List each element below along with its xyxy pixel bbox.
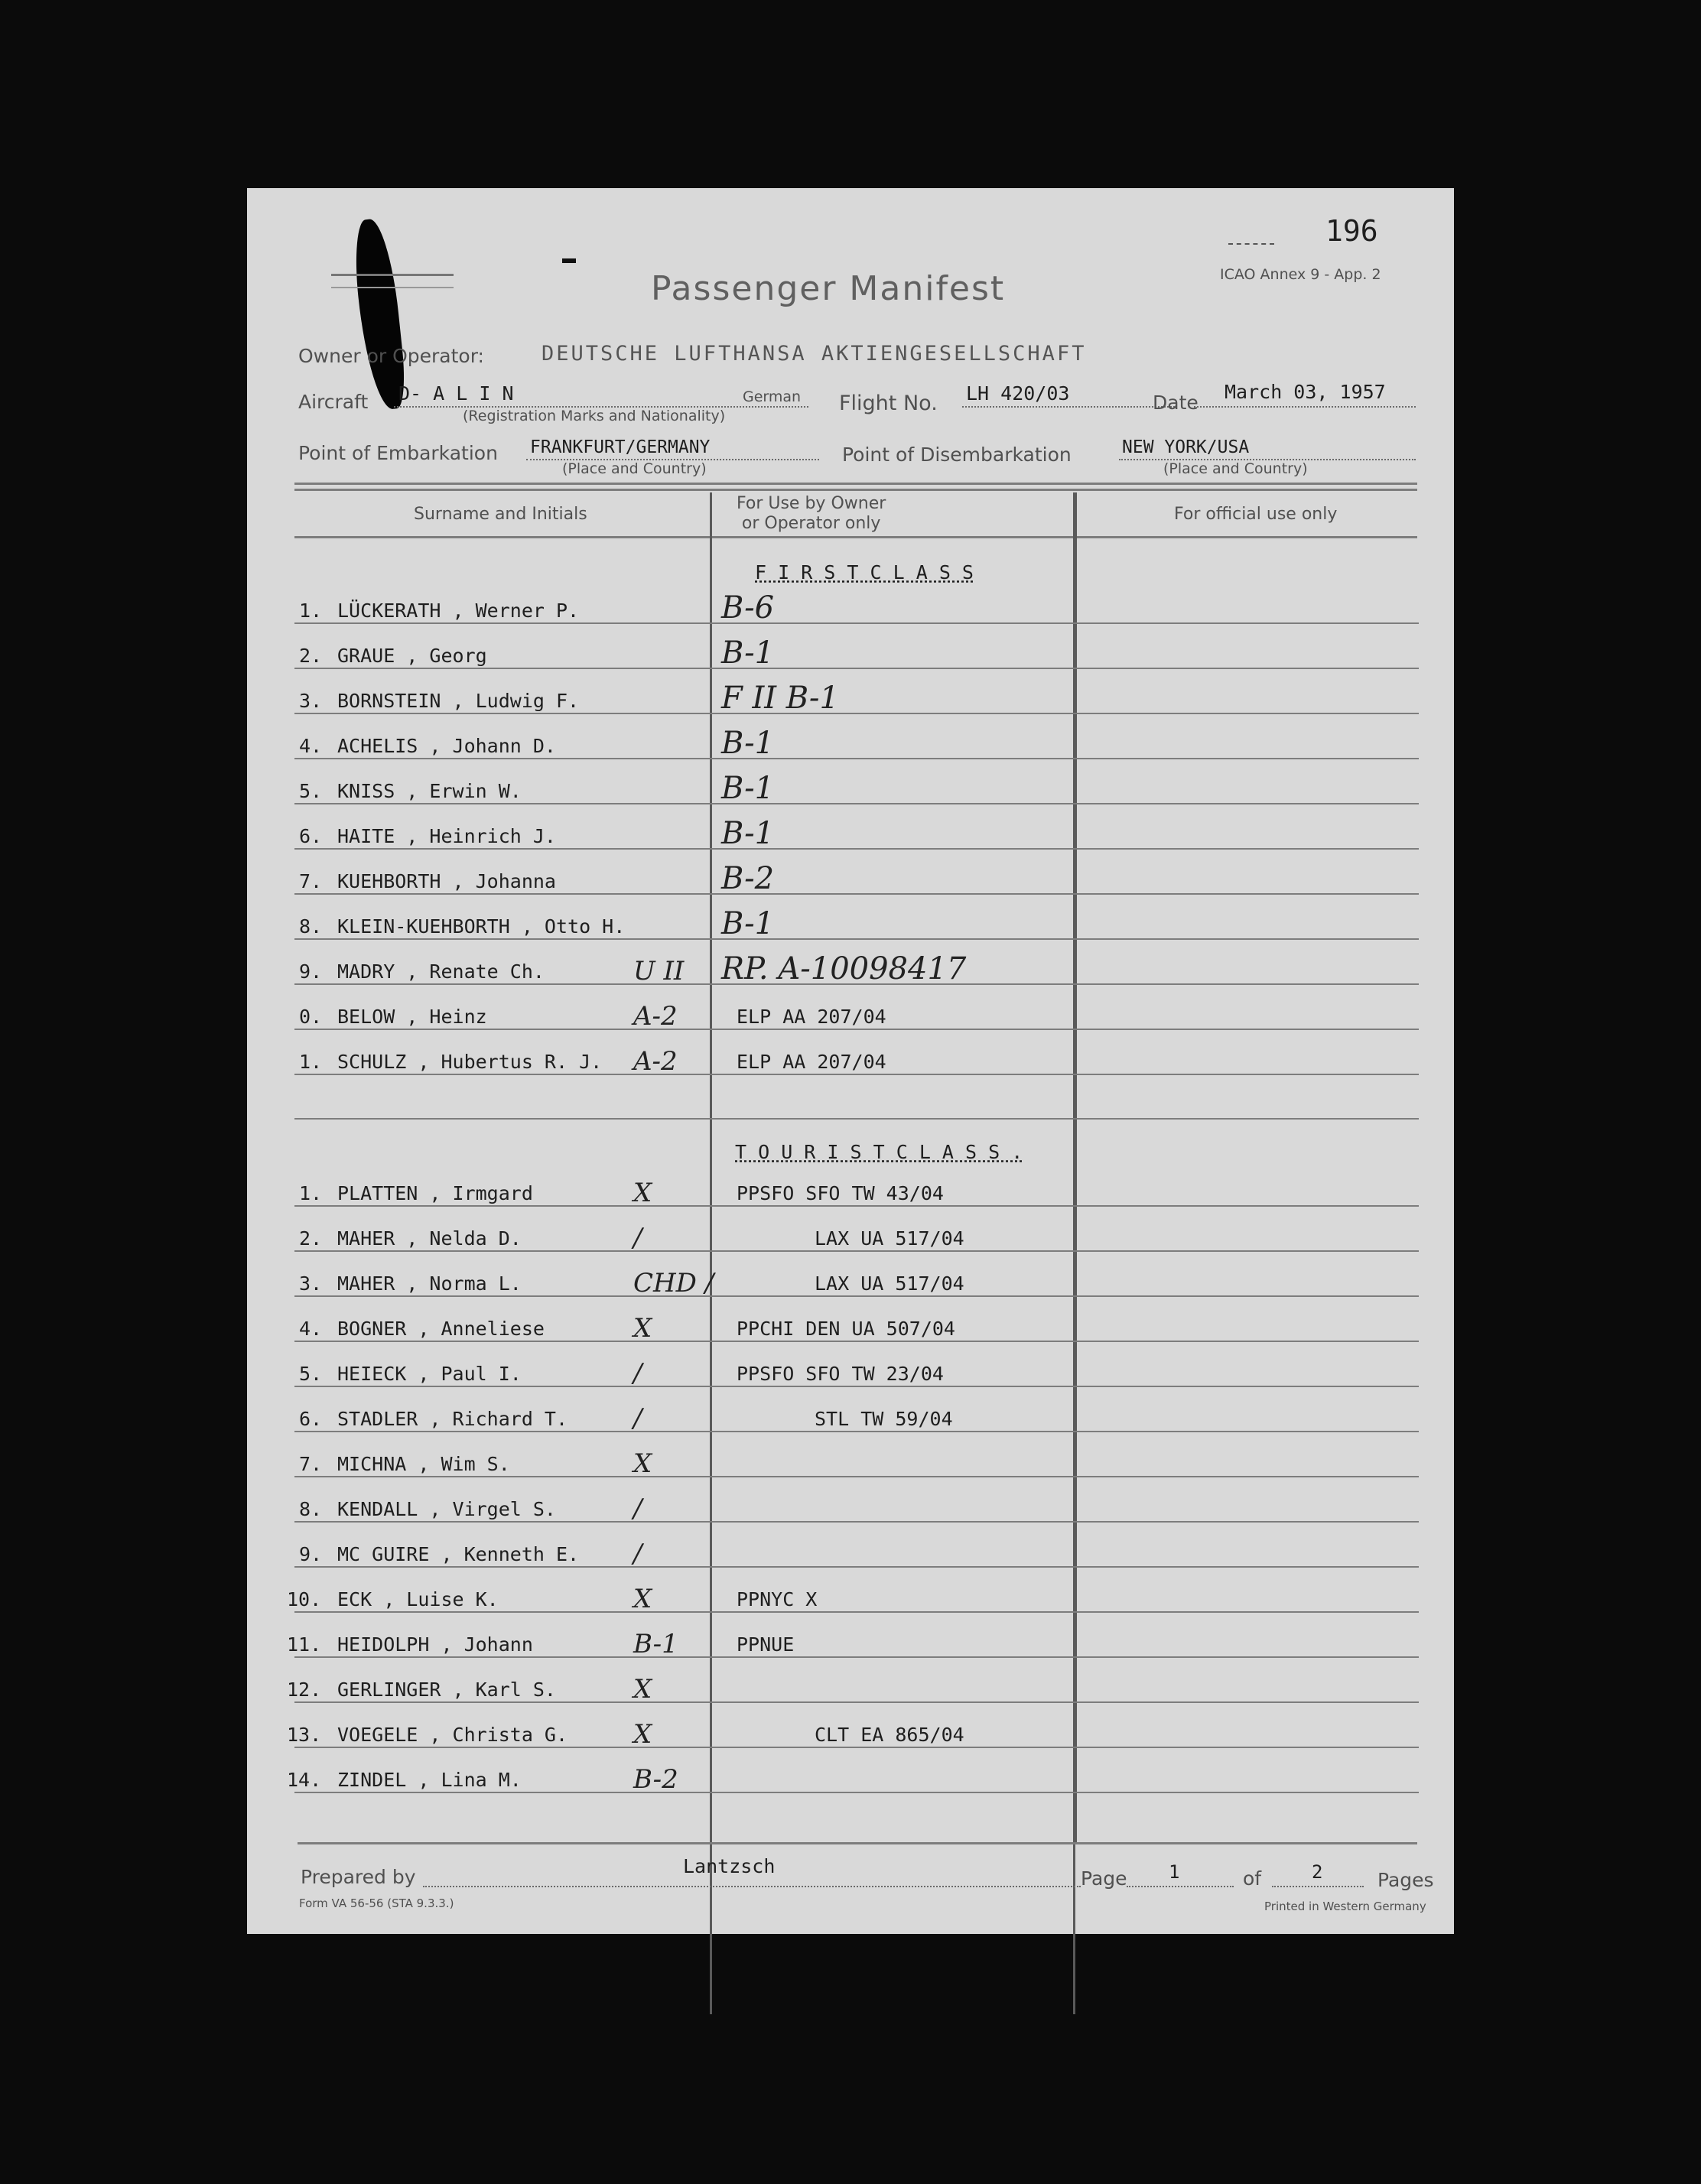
- icao-ref: ICAO Annex 9 - App. 2: [1220, 266, 1381, 283]
- form-ref: Form VA 56-56 (STA 9.3.3.): [299, 1896, 454, 1910]
- row-number: 7.: [299, 1453, 323, 1475]
- aircraft-label: Aircraft: [298, 391, 369, 413]
- handwritten-mark: U II: [633, 956, 685, 986]
- row-number: 3.: [299, 690, 323, 712]
- passenger-name: HAITE , Heinrich J.: [337, 825, 556, 847]
- disembarkation-label: Point of Disembarkation: [842, 444, 1072, 466]
- row-number: 6.: [299, 1408, 323, 1430]
- passenger-name: PLATTEN , Irmgard: [337, 1182, 533, 1204]
- handwritten-mark: A-2: [633, 1001, 678, 1032]
- date-value: March 03, 1957: [1225, 381, 1386, 403]
- passenger-name: MC GUIRE , Kenneth E.: [337, 1543, 580, 1565]
- row-number: 5.: [299, 780, 323, 802]
- handwritten-mark: A-2: [633, 1046, 678, 1077]
- row-number: 8.: [299, 915, 323, 938]
- owner-label: Owner or Operator:: [298, 345, 484, 367]
- row-number: 7.: [299, 870, 323, 892]
- handwritten-mark: B-1: [633, 1629, 678, 1659]
- handwritten-mark: X: [633, 1674, 652, 1705]
- passenger-name: BOGNER , Anneliese: [337, 1318, 545, 1340]
- passenger-name: MADRY , Renate Ch.: [337, 960, 545, 983]
- prepared-label: Prepared by: [301, 1866, 416, 1888]
- col-header-name: Surname and Initials: [414, 505, 587, 524]
- passenger-name: BORNSTEIN , Ludwig F.: [337, 690, 580, 712]
- handwritten-note: RP. A-10098417: [721, 951, 967, 986]
- handwritten-mark: X: [633, 1719, 652, 1750]
- page-label: Page: [1081, 1867, 1127, 1890]
- passenger-name: BELOW , Heinz: [337, 1006, 487, 1028]
- operator-remark: LAX UA 517/04: [815, 1272, 964, 1295]
- date-label: Date: [1153, 392, 1199, 414]
- prepared-value: Lantzsch: [683, 1855, 776, 1877]
- col-header-official: For official use only: [1174, 505, 1338, 524]
- disembarkation-caption: (Place and Country): [1163, 460, 1308, 477]
- aircraft-value: D- A L I N: [398, 382, 514, 405]
- handwritten-note: B-1: [721, 771, 775, 806]
- handwritten-mark: B-2: [633, 1764, 678, 1795]
- passenger-name: GRAUE , Georg: [337, 645, 487, 667]
- row-number: 8.: [299, 1498, 323, 1520]
- passenger-name: ACHELIS , Johann D.: [337, 735, 556, 757]
- disembarkation-value: NEW YORK/USA: [1122, 437, 1250, 457]
- of-label: of: [1243, 1867, 1262, 1890]
- passenger-name: MICHNA , Wim S.: [337, 1453, 510, 1475]
- handwritten-mark: CHD /: [633, 1268, 714, 1298]
- passenger-name: KENDALL , Virgel S.: [337, 1498, 556, 1520]
- handwritten-mark: X: [633, 1313, 652, 1344]
- tourist-class-heading: T O U R I S T C L A S S .: [735, 1141, 1023, 1163]
- passenger-name: KLEIN-KUEHBORTH , Otto H.: [337, 915, 626, 938]
- passenger-name: KNISS , Erwin W.: [337, 780, 522, 802]
- aircraft-caption: (Registration Marks and Nationality): [463, 408, 726, 424]
- embarkation-label: Point of Embarkation: [298, 442, 498, 464]
- col-header-owner-use: For Use by Owner or Operator only: [737, 494, 886, 533]
- passenger-name: ECK , Luise K.: [337, 1588, 499, 1610]
- row-number: 1.: [299, 600, 323, 622]
- operator-remark: CLT EA 865/04: [815, 1724, 964, 1746]
- row-number: 2.: [299, 1227, 323, 1250]
- row-number: 12.: [287, 1679, 322, 1701]
- row-number: 9.: [299, 960, 323, 983]
- row-number: 0.: [299, 1006, 323, 1028]
- handwritten-mark: /: [633, 1539, 642, 1569]
- operator-remark: PPNUE: [737, 1633, 795, 1656]
- handwritten-note: B-1: [721, 906, 775, 941]
- handwritten-note: B-1: [721, 635, 775, 671]
- pages-label: Pages: [1377, 1869, 1434, 1891]
- row-number: 6.: [299, 825, 323, 847]
- passenger-name: SCHULZ , Hubertus R. J.: [337, 1051, 603, 1073]
- ink-mark: [562, 258, 576, 263]
- operator-remark: LAX UA 517/04: [815, 1227, 964, 1250]
- row-number: 13.: [287, 1724, 322, 1746]
- page-value: 1: [1169, 1861, 1180, 1883]
- printed-note: Printed in Western Germany: [1264, 1900, 1426, 1913]
- handwritten-note: B-6: [721, 590, 775, 626]
- manifest-page: [247, 188, 1454, 1934]
- passenger-name: ZINDEL , Lina M.: [337, 1769, 522, 1791]
- row-number: 4.: [299, 1318, 323, 1340]
- passenger-name: HEIECK , Paul I.: [337, 1363, 522, 1385]
- handwritten-mark: /: [633, 1358, 642, 1389]
- operator-remark: STL TW 59/04: [815, 1408, 953, 1430]
- row-number: 3.: [299, 1272, 323, 1295]
- row-number: 4.: [299, 735, 323, 757]
- handwritten-mark: X: [633, 1178, 652, 1208]
- operator-remark: PPCHI DEN UA 507/04: [737, 1318, 955, 1340]
- operator-remark: ELP AA 207/04: [737, 1006, 886, 1028]
- passenger-name: STADLER , Richard T.: [337, 1408, 568, 1430]
- handwritten-note: F II B-1: [721, 681, 839, 716]
- handwritten-mark: X: [633, 1448, 652, 1479]
- number-dashes: [1228, 243, 1274, 245]
- flight-value: LH 420/03: [966, 382, 1070, 405]
- passenger-name: HEIDOLPH , Johann: [337, 1633, 533, 1656]
- handwritten-note: B-1: [721, 726, 775, 761]
- of-value: 2: [1312, 1861, 1323, 1883]
- handwritten-note: B-1: [721, 816, 775, 851]
- row-number: 9.: [299, 1543, 323, 1565]
- row-number: 1.: [299, 1051, 323, 1073]
- operator-remark: PPNYC X: [737, 1588, 818, 1610]
- flight-label: Flight No.: [839, 392, 938, 415]
- aircraft-nationality: German: [743, 388, 802, 405]
- handwritten-note: B-2: [721, 861, 775, 896]
- handwritten-mark: /: [633, 1223, 642, 1253]
- wing-logo: [331, 274, 454, 288]
- passenger-name: LÜCKERATH , Werner P.: [337, 600, 580, 622]
- row-number: 11.: [287, 1633, 322, 1656]
- passenger-name: VOEGELE , Christa G.: [337, 1724, 568, 1746]
- page-title: Passenger Manifest: [651, 269, 1006, 308]
- passenger-name: MAHER , Nelda D.: [337, 1227, 522, 1250]
- handwritten-mark: /: [633, 1403, 642, 1434]
- passenger-name: MAHER , Norma L.: [337, 1272, 522, 1295]
- row-number: 1.: [299, 1182, 323, 1204]
- handwritten-mark: /: [633, 1493, 642, 1524]
- embarkation-caption: (Place and Country): [562, 460, 707, 477]
- stamp-number: 196: [1325, 214, 1378, 248]
- row-number: 2.: [299, 645, 323, 667]
- row-number: 14.: [287, 1769, 322, 1791]
- row-number: 10.: [287, 1588, 322, 1610]
- owner-value: DEUTSCHE LUFTHANSA AKTIENGESELLSCHAFT: [542, 342, 1087, 366]
- embarkation-value: FRANKFURT/GERMANY: [530, 437, 711, 457]
- passenger-name: KUEHBORTH , Johanna: [337, 870, 556, 892]
- first-class-heading: F I R S T C L A S S: [755, 561, 974, 583]
- handwritten-mark: X: [633, 1584, 652, 1614]
- operator-remark: PPSFO SFO TW 23/04: [737, 1363, 944, 1385]
- operator-remark: PPSFO SFO TW 43/04: [737, 1182, 944, 1204]
- operator-remark: ELP AA 207/04: [737, 1051, 886, 1073]
- passenger-name: GERLINGER , Karl S.: [337, 1679, 556, 1701]
- row-number: 5.: [299, 1363, 323, 1385]
